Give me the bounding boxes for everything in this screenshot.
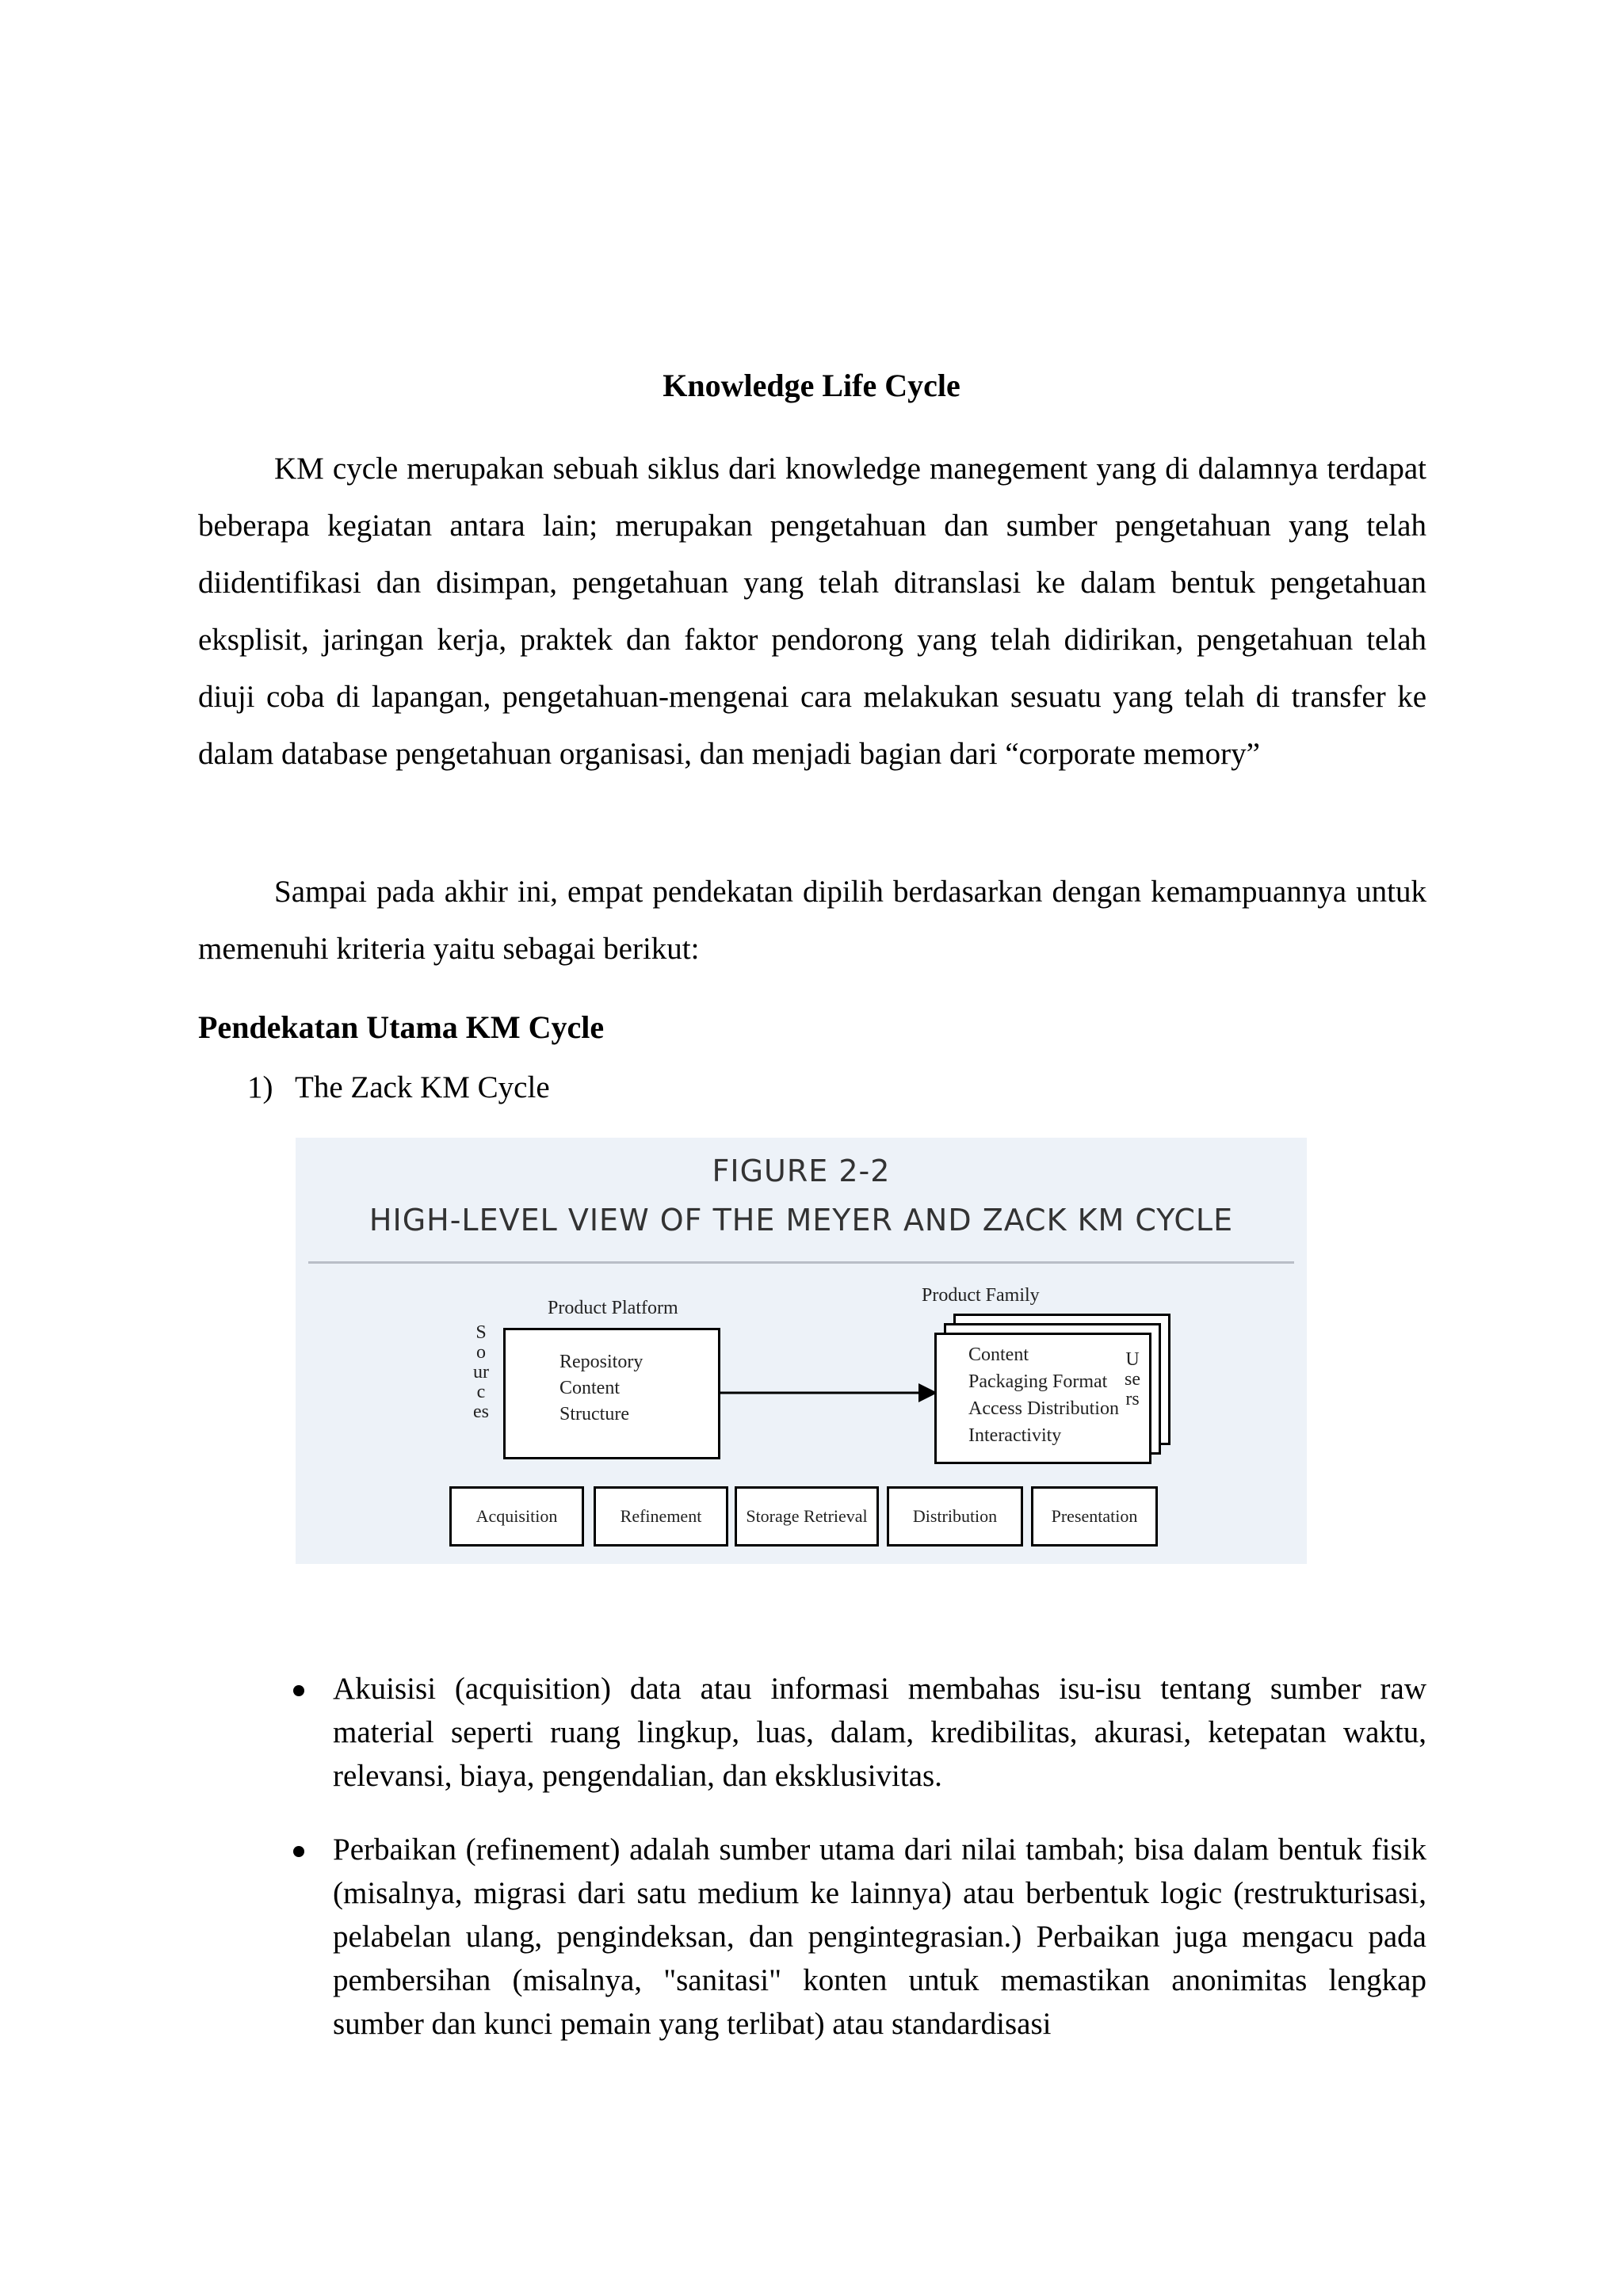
bullet-list <box>293 1667 1426 2076</box>
document-title: Knowledge Life Cycle <box>663 368 960 403</box>
figure-caption: HIGH-LEVEL VIEW OF THE MEYER AND ZACK KM CYCLE <box>369 1203 1234 1238</box>
users-label: Users <box>1125 1349 1140 1409</box>
stage-refinement: Refinement <box>594 1486 728 1547</box>
family-item: Content <box>968 1344 1029 1365</box>
list-item-text: The Zack KM Cycle <box>295 1070 550 1104</box>
figure-number: FIGURE 2-2 <box>712 1154 891 1188</box>
intro-paragraph: KM cycle merupakan sebuah siklus dari knowledge manegement yang di dalamnya terdapat beberapa kegiatan antara lain; merupakan pengetahuan dan sumber pengetahuan yang telah diidentifikasi dan disimpan, pengetahuan yang telah ditranslasi ke dalam bentuk pengetahuan eksplisit, jaringan kerja, praktek dan faktor pendorong yang telah didirikan, pengetahuan telah diuji coba di lapangan, pengetahuan-mengenai cara melakukan sesuatu yang telah di transfer ke dalam database pengetahuan organisasi, dan menjadi bagian dari “corporate memory” <box>198 452 1426 771</box>
platform-item: Repository <box>559 1352 643 1372</box>
product-family-label: Product Family <box>922 1285 1040 1306</box>
stage-presentation: Presentation <box>1031 1486 1158 1547</box>
criteria-paragraph: Sampai pada akhir ini, empat pendekatan dipilih berdasarkan dengan kemampuannya untuk memenuhi kriteria yaitu sebagai berikut: <box>198 875 1426 966</box>
sources-label: Sources <box>473 1322 489 1422</box>
zack-km-cycle-figure <box>296 1138 1307 1564</box>
family-item: Access Distribution <box>968 1398 1119 1419</box>
bullet-item-acquisition <box>293 1667 1426 1798</box>
stage-storage-retrieval: Storage Retrieval <box>735 1486 879 1547</box>
stage-distribution: Distribution <box>887 1486 1023 1547</box>
stage-acquisition: Acquisition <box>449 1486 584 1547</box>
platform-item: Structure <box>559 1404 629 1425</box>
bullet-icon <box>293 1685 304 1696</box>
figure-divider <box>308 1261 1294 1264</box>
bullet-item-refinement <box>293 1828 1426 2046</box>
family-item: Packaging Format <box>968 1371 1108 1392</box>
flow-arrow <box>720 1375 939 1407</box>
section-heading: Pendekatan Utama KM Cycle <box>198 1009 605 1045</box>
platform-item: Content <box>559 1378 620 1398</box>
family-item: Interactivity <box>968 1425 1062 1446</box>
bullet-text: Perbaikan (refinement) adalah sumber utama dari nilai tambah; bisa dalam bentuk fisik (misalnya, migrasi dari satu medium ke lainnya) atau berbentuk logic (restrukturisasi, pelabelan ulang, pengindeksan, dan pengintegrasian.) Perbaikan juga mengacu pada pembersihan (misalnya, "sanitasi" konten untuk memastikan anonimitas lengkap sumber dan kunci pemain yang terlibat) atau standardisasi <box>333 1833 1426 2041</box>
product-platform-box <box>503 1328 720 1459</box>
numbered-list-item <box>247 1068 550 1108</box>
bullet-text: Akuisisi (acquisition) data atau informasi membahas isu-isu tentang sumber raw material seperti ruang lingkup, luas, dalam, kredibilitas, akurasi, ketepatan waktu, relevansi, biaya, pengendalian, dan eksklusivitas. <box>333 1672 1426 1793</box>
bullet-icon <box>293 1846 304 1857</box>
product-platform-label: Product Platform <box>548 1298 678 1318</box>
list-item-number: 1) <box>247 1070 273 1104</box>
product-family-box <box>934 1333 1151 1464</box>
